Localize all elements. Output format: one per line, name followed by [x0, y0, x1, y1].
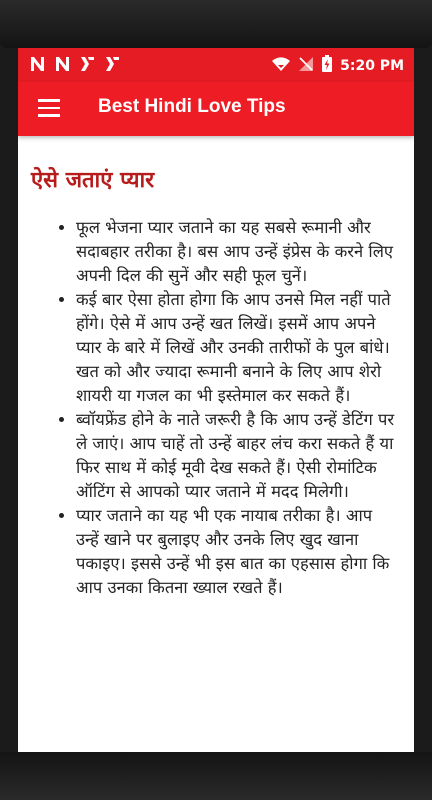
- tips-list: [18, 216, 414, 600]
- status-time: 5:20 PM: [340, 57, 404, 74]
- status-notifications: [30, 56, 120, 72]
- battery-charging-icon: [322, 55, 332, 76]
- article-content[interactable]: [18, 136, 414, 752]
- list-item: • ब्वॉयफ्रेंड होने के नाते जरूरी है कि आप उन्हें डेटिंग पर ले जाएं। आप चाहें तो उन्हें बाहर लंच करा सकते हैं या फिर साथ में कोई मूवी देख सकते हैं। ऐसी रोमांटिक ऑटिंग से आपको प्यार जताने में मदद मिलेगी।: [76, 408, 398, 504]
- status-bar: [18, 48, 414, 82]
- wifi-icon: [272, 56, 290, 76]
- list-item: • प्यार जताने का यह भी एक नायाब तरीका है। आप उन्हें खाने पर बुलाइए और उनके लिए खुद खाना पकाइए। इससे उन्हें भी इस बात का एहसास होगा कि आप उनका कितना ख्याल रखते हैं।: [76, 504, 398, 600]
- app-bar: [18, 82, 414, 136]
- phone-bezel-top: [0, 0, 432, 48]
- list-item: • फूल भेजना प्यार जताने का यह सबसे रूमानी और सदाबहार तरीका है। बस आप उन्हें इंप्रेस के करने लिए अपनी दिल की सुनें और सही फूल चुनें।: [76, 216, 398, 288]
- signal-icon: [298, 56, 314, 76]
- notification-n-icon: [55, 56, 70, 72]
- article-heading: ऐसे जताएं प्यार: [31, 168, 155, 193]
- notification-arrow-icon: [105, 56, 120, 72]
- hamburger-menu-icon[interactable]: [38, 99, 60, 117]
- app-screen: [18, 48, 414, 752]
- notification-n-icon: [30, 56, 45, 72]
- notification-arrow-icon: [80, 56, 95, 72]
- phone-bezel-bottom: [0, 752, 432, 800]
- status-system: [272, 55, 404, 76]
- app-title: Best Hindi Love Tips: [98, 96, 286, 117]
- list-item: • कई बार ऐसा होता होगा कि आप उनसे मिल नहीं पाते होंगे। ऐसे में आप उन्हें खत लिखें। इसमें आप अपने प्यार के बारे में लिखें और उनकी तारीफों के पुल बांधे। खत को और ज्यादा रूमानी बनाने के लिए आप शेरो शायरी या गजल का भी इस्तेमाल कर सकते हैं।: [76, 288, 398, 408]
